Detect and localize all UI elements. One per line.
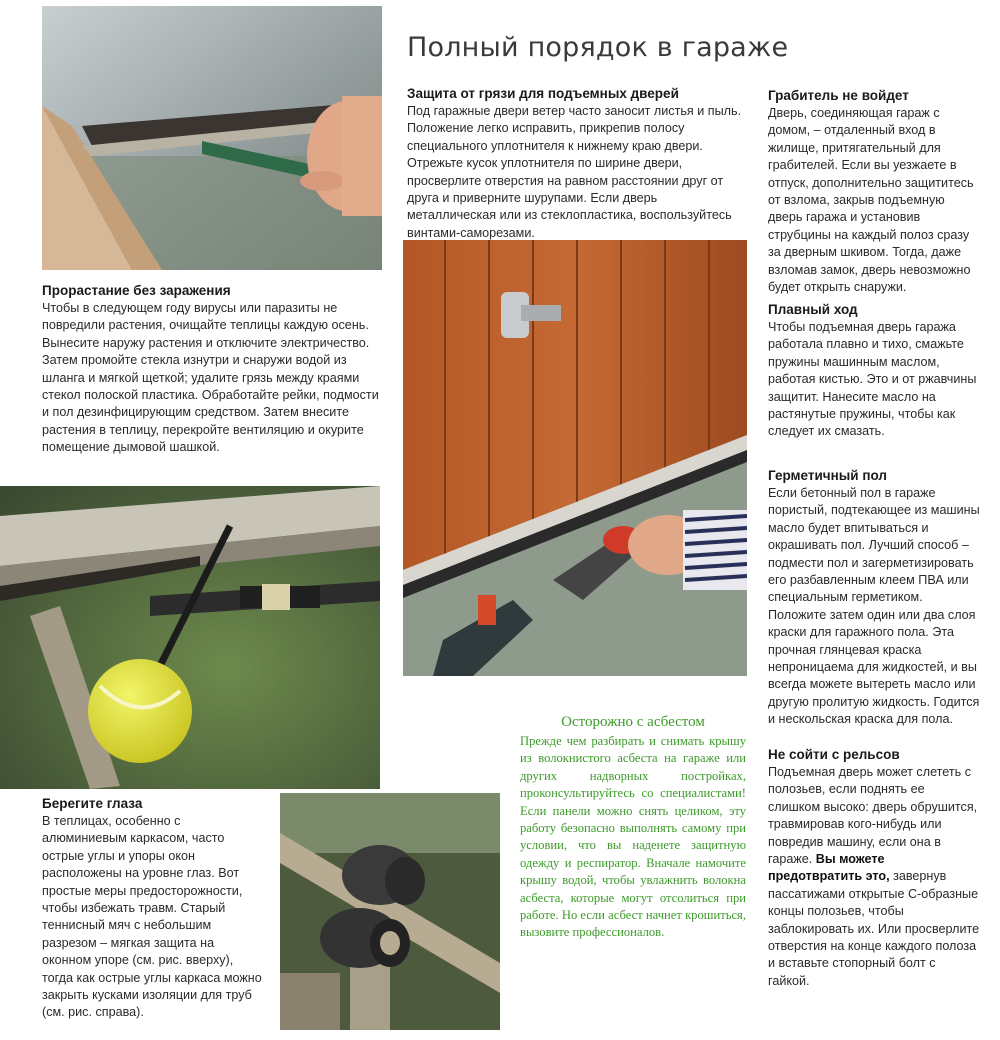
photo-greenhouse-glass bbox=[42, 6, 382, 270]
smooth-heading: Плавный ход bbox=[768, 302, 858, 317]
photo-garage-door bbox=[403, 240, 747, 676]
sprouting-heading: Прорастание без заражения bbox=[42, 283, 231, 298]
smooth-body: Чтобы подъемная дверь гаража работала плавно и тихо, смажьте пружины машинным маслом, работая кистью. Это и от ржавчины защитит. Нанесите масло на растянутые пружины, чтобы как следует их смазать. bbox=[768, 320, 977, 439]
sprouting-body: Чтобы в следующем году вирусы или паразиты не повредили растения, очищайте теплицы каждую осень. Вынесите наружу растения и отключите электричество. Затем промойте стекла изнутри и снаружи водой из шланга и мягкой щеткой; удалите грязь между краями стекол полоской пластика. Обработайте рейки, подмости и пол дезинфицирующим средством. Затем внесите растения в теплицу, перекройте вентиляцию и окурите помещение дымовой шашкой. bbox=[42, 301, 379, 455]
floor-heading: Герметичный пол bbox=[768, 468, 887, 483]
dirt-heading: Защита от грязи для подъемных дверей bbox=[407, 86, 679, 101]
rails-body-tail: завернув пассатижами открытые С-образные концы полозьев, чтобы заблокировать их. Или просверлите отверстия на конце каждого полоза и вставьте стопорный болт с гайкой. bbox=[768, 869, 980, 988]
eyes-body: В теплицах, особенно с алюминиевым каркасом, часто острые углы и упоры окон расположены на уровне глаз. Вот простые меры предосторожности, чтобы избежать травм. Старый теннисный мяч с небольшим разрезом – мягкая защита на оконном упоре (см. рис. вверху), тогда как острые углы каркаса можно закрыть кусками изоляции для труб (см. рис. справа). bbox=[42, 814, 262, 1020]
photo-tennis-ball bbox=[0, 486, 380, 789]
rails-body bbox=[768, 764, 980, 990]
page-title: Полный порядок в гараже bbox=[407, 32, 789, 63]
rails-heading: Не сойти с рельсов bbox=[768, 747, 900, 762]
asbestos-heading: Осторожно с асбестом bbox=[561, 714, 705, 730]
asbestos-body: Прежде чем разбирать и снимать крышу из волокнистого асбеста на гараже или других надворных постройках, проконсультируйтесь со специалистами! Если панели можно снять целиком, эту работу безопасно выполнять самому при условии, что вы наденете защитную одежду и респиратор. Вначале намочите крышу водой, чтобы увлажнить волокна асбеста, которые могут отсолиться при работе. Но если асбест начнет крошиться, вызовите профессионалов. bbox=[520, 734, 746, 940]
rails-body-bold: Вы можете предотвратить это, bbox=[768, 852, 890, 884]
rails-body-lead: Подъемная дверь может слететь с полозьев, если поднять ее слишком высоко: дверь обрушится, травмировав кого-нибудь или повредив машину, если она в гараже. bbox=[768, 765, 978, 867]
burglar-heading: Грабитель не войдет bbox=[768, 88, 909, 103]
floor-body: Если бетонный пол в гараже пористый, подтекающее из машины масло будет впитываться и окрашивать пол. Лучший способ – подмести пол и загерметизировать его разбавленным клеем ПВА или специальным герметиком. Положите затем один или два слоя краски для гаражного пола. Эта прочная глянцевая краска непроницаема для жидкостей, и вы всегда можете вытереть масло или другую пролитую жидкость. Годится и нескольская краска для пола. bbox=[768, 486, 980, 727]
eyes-heading: Берегите глаза bbox=[42, 796, 143, 811]
dirt-body: Под гаражные двери ветер часто заносит листья и пыль. Положение легко исправить, прикрепив полосу специального уплотнителя к нижнему краю двери. Отрежьте кусок уплотнителя по ширине двери, просверлите отверстия на равном расстоянии друг от друга и приверните шурупами. Если дверь металлическая или из стеклопластика, воспользуйтесь винтами-саморезами. bbox=[407, 104, 742, 240]
photo-pipe-insulation bbox=[280, 793, 500, 1030]
burglar-body: Дверь, соединяющая гараж с домом, – отдаленный вход в жилище, притягательный для грабителей. Если вы уезжаете в отпуск, дополнительно защититесь от взлома, закрыв подъемную дверь гаража и установив струбцины на каждый полоз сразу за дверным шкивом. Тогда, даже взломав замок, дверь невозможно будет открыть снаружи. bbox=[768, 106, 974, 295]
